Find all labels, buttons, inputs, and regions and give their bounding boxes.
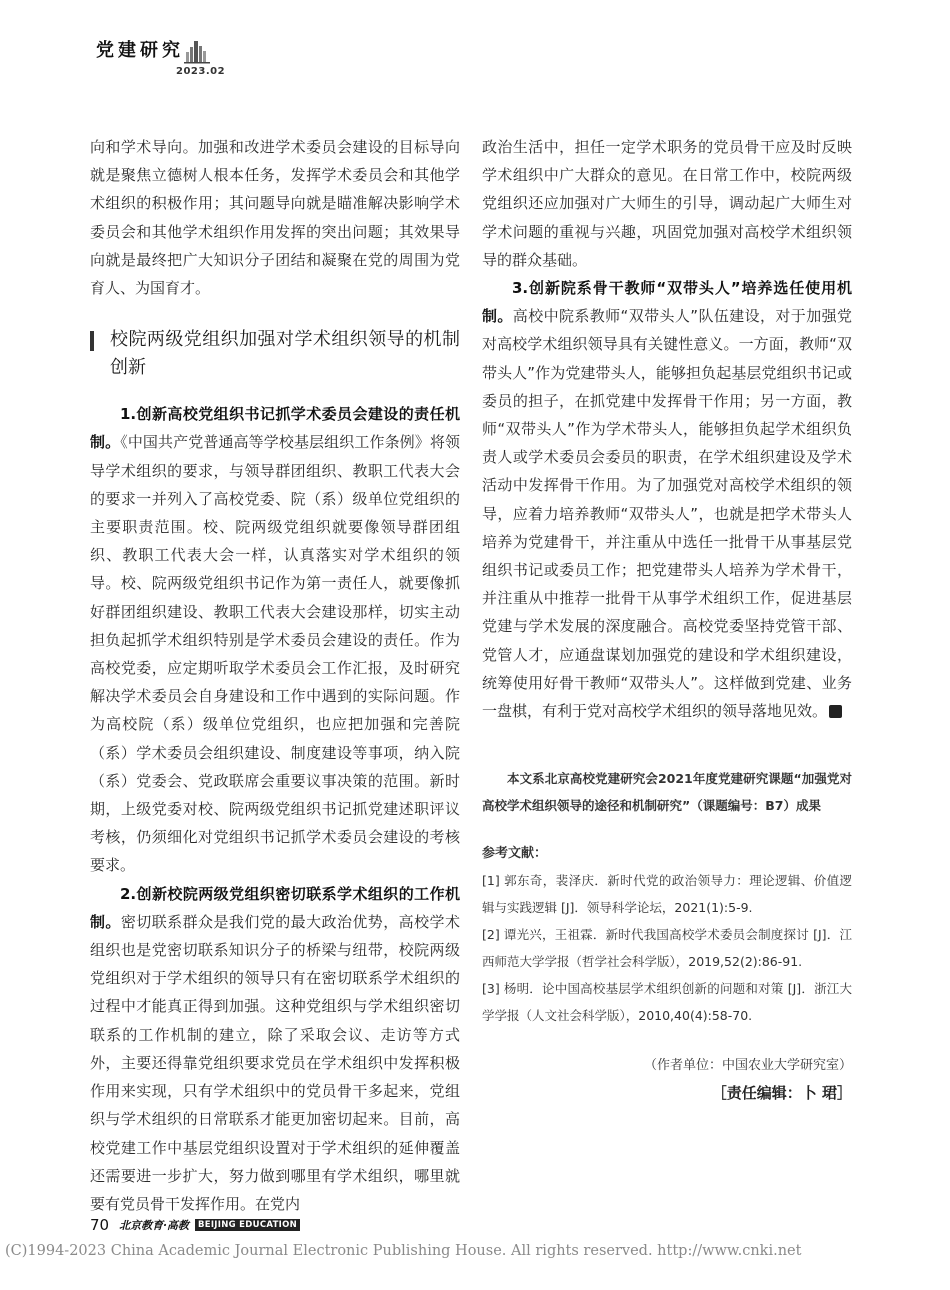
reference-item: [3] 杨明．论中国高校基层学术组织创新的问题和对策 [J]．浙江大学学报（人文社会科学版），2010,40(4):58-70. (482, 981, 852, 1024)
page-header (96, 36, 226, 77)
responsible-editor: ［责任编辑：卜 珺］ (711, 1084, 852, 1103)
issue-number: 2023.02 (176, 66, 226, 77)
reference-item: [1] 郭东奇，裴泽庆．新时代党的政治领导力：理论逻辑、价值逻辑与实践逻辑 [J]．领导科学论坛，2021(1):5-9. (482, 873, 852, 916)
references-list (482, 867, 852, 1029)
paragraph-2-body: 密切联系群众是我们党的最大政治优势，高校学术组织也是党密切联系知识分子的桥梁与纽带，校院两级党组织对于学术组织的领导只有在密切联系学术组织的过程中才能真正得到加强。这种党组织与学术组织密切联系的工作机制的建立，除了采取会议、走访等方式外，主要还得靠党组织要求党员在学术组织中发挥积极作用来实现，只有学术组织中的党员骨干多起来，党组织与学术组织的日常联系才能更加密切起来。目前，高校党建工作中基层党组织设置对于学术组织的延伸覆盖还需要进一步扩大，努力做到哪里有学术组织，哪里就要有党员骨干发挥作用。在党内 (90, 912, 460, 1213)
end-mark-icon: 教 (829, 705, 842, 718)
copyright-notice: (C)1994-2023 China Academic Journal Electronic Publishing House. All rights reserved. http://www.cnki.net (5, 1243, 802, 1259)
paragraph-2 (90, 880, 460, 1218)
funding-note: 本文系北京高校党建研究会2021年度党建研究课题“加强党对高校学术组织领导的途径和机制研究”（课题编号：B7）成果 (482, 771, 852, 814)
paragraph-1-lead: 1.创新高校党组织书记抓学术委员会建设的责任机制。 (90, 405, 460, 452)
paragraph-3 (482, 274, 868, 725)
paragraph-3-body: 高校中院系教师“双带头人”队伍建设，对于加强党对高校学术组织领导具有关键性意义。一方面，教师“双带头人”作为党建带头人，能够担负起基层党组织书记或委员的担子，在抓党建中发挥骨干作用；另一方面，教师“双带头人”作为学术带头人，能够担负起学术组织负责人或学术委员会委员的职责，在学术组织建设及学术活动中发挥骨干作用。为了加强党对高校学术组织的领导，应着力培养教师“双带头人”，也就是把学术带头人培养为党建骨干，并注重从中选任一批骨干从事基层党组织书记或委员工作；把党建带头人培养为学术骨干，并注重从中推荐一批骨干从事学术组织工作，促进基层党建与学术发展的深度融合。高校党委坚持党管干部、党管人才，应通盘谋划加强党的建设和学术组织建设，统筹使用好骨干教师“双带头人”。这样做到党建、业务一盘棋，有利于党对高校学术组织的领导落地见效。 (482, 307, 852, 721)
paragraph-2-lead: 2.创新校院两级党组织密切联系学术组织的工作机制。 (90, 884, 460, 931)
section-heading (90, 326, 460, 382)
paragraph-1-body: 《中国共产党普通高等学校基层组织工作条例》将领导学术组织的要求，与领导群团组织、教职工代表大会的要求一并列入了高校党委、院（系）级单位党组织的主要职责范围。校、院两级党组织就要像领导群团组织、教职工代表大会一样，认真落实对学术组织的领导。校、院两级党组织书记作为第一责任人，就要像抓好群团组织建设、教职工代表大会建设那样，切实主动担负起抓学术组织特别是学术委员会建设的责任。作为高校党委，应定期听取学术委员会工作汇报，及时研究解决学术委员会自身建设和工作中遇到的实际问题。作为高校院（系）级单位党组织，也应把加强和完善院（系）学术委员会组织建设、制度建设等事项，纳入院（系）党委会、党政联席会重要议事决策的范围。新时期，上级党委对校、院两级党组织书记抓党建述职评议考核，仍须细化对党组织书记抓学术委员会建设的考核要求。 (90, 433, 460, 875)
paragraph-1 (90, 400, 460, 879)
left-column (90, 133, 460, 1218)
reference-item: [2] 谭光兴，王祖霖．新时代我国高校学术委员会制度探讨 [J]．江西师范大学学报（哲学社会科学版），2019,52(2):86-91. (482, 927, 852, 970)
right-column (482, 133, 868, 1107)
page-number: 70 (90, 1216, 110, 1234)
author-affiliation: （作者单位：中国农业大学研究室） (643, 1058, 852, 1074)
references-title: 参考文献： (482, 846, 548, 862)
journal-column-title: 党建研究 (96, 40, 184, 61)
continued-paragraph: 政治生活中，担任一定学术职务的党员骨干应及时反映学术组织中广大群众的意见。在日常工作中，校院两级党组织还应加强对广大师生的引导，调动起广大师生对学术问题的重视与兴趣，巩固党加强对高校学术组织领导的群众基础。 (482, 138, 852, 269)
paragraph-3-lead: 3.创新院系骨干教师“双带头人”培养选任使用机制。 (482, 279, 852, 326)
publication-name-en: BEIJING EDUCATION (195, 1219, 300, 1231)
section-heading-bar (90, 331, 94, 351)
building-icon (184, 38, 210, 68)
publication-logo-cn: 北京教育·高教 (119, 1219, 189, 1232)
intro-paragraph: 向和学术导向。加强和改进学术委员会建设的目标导向就是聚焦立德树人根本任务，发挥学术委员会和其他学术组织的积极作用；其问题导向就是瞄准解决影响学术委员会和其他学术组织作用发挥的突出问题；其效果导向就是最终把广大知识分子团结和凝聚在党的周围为党育人、为国育才。 (90, 138, 460, 298)
page-footer (90, 1216, 300, 1234)
section-heading-text: 校院两级党组织加强对学术组织领导的机制创新 (110, 329, 460, 379)
